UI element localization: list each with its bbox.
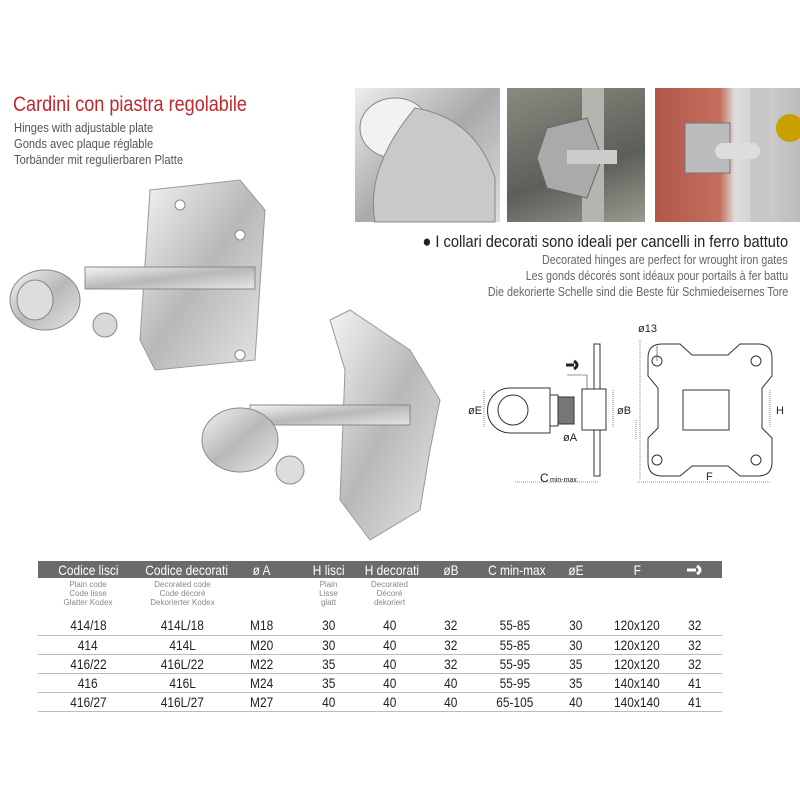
table-cell: 40 — [419, 673, 483, 692]
subheader-row — [38, 578, 722, 616]
subheader-text: dekoriert — [373, 598, 406, 607]
subtitle-de: Torbänder mit regulierbaren Platte — [14, 152, 184, 167]
subheader-cell — [483, 578, 546, 616]
table-row — [38, 616, 722, 635]
subheader-text: Décoré — [376, 589, 403, 598]
col-codice-lisci: Codice lisci — [38, 561, 138, 578]
subheader-text: Dekorierter Kodex — [150, 598, 215, 607]
subheader-cell — [419, 578, 483, 616]
table-cell: 35 — [546, 654, 606, 673]
b-dimension-label: øB — [617, 405, 632, 417]
table-cell: 32 — [419, 616, 483, 635]
table-cell: 140x140 — [606, 692, 668, 711]
subtitle-en: Hinges with adjustable plate — [14, 120, 154, 135]
c-dimension-sub-label: min-max — [550, 477, 577, 484]
table-cell: 140x140 — [606, 673, 668, 692]
table-cell: 35 — [297, 673, 360, 692]
table-cell: 40 — [360, 635, 419, 654]
subheader-text: Code décoré — [159, 589, 206, 598]
table-cell: 414L/18 — [138, 616, 227, 635]
table-cell: 120x120 — [606, 616, 668, 635]
table-cell: 30 — [297, 635, 360, 654]
wrench-icon — [566, 361, 577, 369]
table-cell: 41 — [668, 692, 722, 711]
table-cell: 40 — [360, 673, 419, 692]
product-photos — [0, 170, 470, 550]
table-cell: 65-105 — [483, 692, 546, 711]
photo-hinge-on-wall — [507, 88, 645, 222]
table-cell: M24 — [227, 673, 297, 692]
subtitle-fr: Gonds avec plaque réglable — [14, 136, 154, 151]
plate-front-view — [648, 344, 772, 476]
subheader-cell — [297, 578, 360, 616]
table-cell: 40 — [546, 692, 606, 711]
subheader-cell — [546, 578, 606, 616]
table-cell: 40 — [419, 692, 483, 711]
subheader-text: Glatter Kodex — [63, 598, 113, 607]
table-cell: 414 — [38, 635, 138, 654]
table-cell: M20 — [227, 635, 297, 654]
subheader-text: Decorated — [371, 580, 408, 589]
table-cell: 32 — [419, 654, 483, 673]
feature-note-en: Decorated hinges are perfect for wrought iron gates — [542, 253, 788, 267]
feature-note-text: I collari decorati sono ideali per cancelli in ferro battuto — [435, 232, 788, 251]
subheader-text: Plain — [319, 580, 338, 589]
table-cell: M27 — [227, 692, 297, 711]
table-cell: 414L — [138, 635, 227, 654]
table-cell: 416 — [38, 673, 138, 692]
table-cell: 55-95 — [483, 654, 546, 673]
feature-note-de: Die dekorierte Schelle sind die Beste für Schmiedeisernes Tore — [487, 285, 788, 299]
table-cell: 40 — [360, 616, 419, 635]
table-cell: 40 — [360, 654, 419, 673]
subheader-text: Lisse — [319, 589, 338, 598]
subheader-text: Code lisse — [69, 589, 107, 598]
table-cell: 30 — [297, 616, 360, 635]
table-cell: 120x120 — [606, 635, 668, 654]
table-cell: 414/18 — [38, 616, 138, 635]
subheader-text: Plain code — [69, 580, 107, 589]
page-title: Cardini con piastra regolabile — [13, 93, 247, 116]
table-cell: 32 — [668, 616, 722, 635]
table-cell: 416L/27 — [138, 692, 227, 711]
col-h-lisci: H lisci — [297, 561, 360, 578]
table-cell: 55-95 — [483, 673, 546, 692]
table-cell: 35 — [546, 673, 606, 692]
col-b: øB — [419, 561, 483, 578]
wrench-icon — [686, 565, 704, 575]
technical-drawing — [470, 310, 800, 490]
table-cell: 32 — [419, 635, 483, 654]
c-dimension-label: C — [540, 471, 549, 485]
subheader-cell — [668, 578, 722, 616]
table-cell: 41 — [668, 673, 722, 692]
subheader-cell — [227, 578, 297, 616]
table-row — [38, 673, 722, 692]
table-cell: 35 — [297, 654, 360, 673]
table-cell: 416L/22 — [138, 654, 227, 673]
subheader-cell — [360, 578, 419, 616]
table-cell: M18 — [227, 616, 297, 635]
col-c: C min-max — [483, 561, 546, 578]
col-h-decorati: H decorati — [360, 561, 419, 578]
table-cell: 30 — [546, 616, 606, 635]
hole-diameter-label: ø13 — [638, 323, 657, 335]
feature-note-fr: Les gonds décorés sont idéaux pour portails à fer battu — [525, 269, 788, 283]
table-cell: 32 — [668, 635, 722, 654]
table-cell: 40 — [360, 692, 419, 711]
table-cell: 120x120 — [606, 654, 668, 673]
table-row — [38, 635, 722, 654]
table-cell: 416/27 — [38, 692, 138, 711]
col-a: ø A — [227, 561, 297, 578]
f-dimension-label: F — [706, 471, 713, 483]
feature-note: ● I collari decorati sono ideali per cancelli in ferro battuto — [422, 232, 788, 251]
col-e: øE — [546, 561, 606, 578]
table-cell: 55-85 — [483, 616, 546, 635]
table-cell: 416/22 — [38, 654, 138, 673]
subheader-text: glatt — [320, 598, 337, 607]
table-row — [38, 692, 722, 711]
h-dimension-label: H — [776, 405, 784, 417]
table-cell: M22 — [227, 654, 297, 673]
subheader-cell — [606, 578, 668, 616]
col-wrench — [668, 561, 722, 578]
photo-hinge-on-brick — [655, 88, 800, 222]
e-dimension-label: øE — [468, 405, 483, 417]
table-row — [38, 654, 722, 673]
plain-hinge-image — [10, 180, 265, 370]
a-dimension-label: øA — [563, 432, 578, 444]
specs-table — [38, 561, 722, 712]
col-f: F — [606, 561, 668, 578]
subheader-cell — [138, 578, 227, 616]
table-cell: 55-85 — [483, 635, 546, 654]
table-header — [38, 561, 722, 578]
table-cell: 30 — [546, 635, 606, 654]
subheader-cell — [38, 578, 138, 616]
col-codice-decorati: Codice decorati — [138, 561, 227, 578]
table-cell: 32 — [668, 654, 722, 673]
table-cell: 40 — [297, 692, 360, 711]
subheader-text: Decorated code — [154, 580, 211, 589]
table-cell: 416L — [138, 673, 227, 692]
